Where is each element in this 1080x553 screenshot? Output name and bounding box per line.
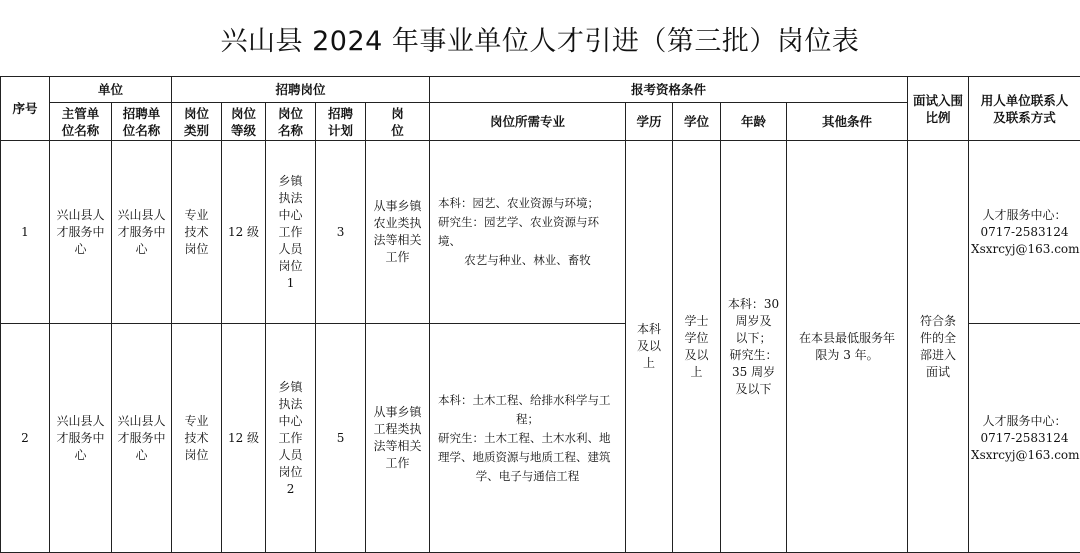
header-unit: 单位 — [50, 77, 172, 103]
row-supervisor: 兴山县人才服务中心 — [50, 324, 112, 553]
major-line: 理学、地质资源与地质工程、建筑 — [438, 448, 617, 467]
row-type: 专业技术岗位 — [172, 324, 222, 553]
row-type: 专业技术岗位 — [172, 141, 222, 324]
shared-age — [721, 141, 787, 553]
header-age: 年龄 — [721, 103, 787, 141]
header-position: 招聘岗位 — [172, 77, 430, 103]
shared-education: 本科及以上 — [626, 141, 673, 553]
header-position-duty: 岗位 — [366, 103, 430, 141]
row-seq: 2 — [1, 324, 50, 553]
contact-email: Xsxrcyj@163.com — [971, 241, 1078, 258]
age-line: 研究生： — [723, 347, 784, 364]
header-education: 学历 — [626, 103, 673, 141]
header-position-name: 岗位名称 — [266, 103, 316, 141]
major-line: 研究生：土木工程、土木水利、地 — [438, 429, 617, 448]
shared-other: 在本县最低服务年限为 3 年。 — [787, 141, 908, 553]
row-seq: 1 — [1, 141, 50, 324]
row-contact — [969, 324, 1080, 553]
row-plan: 3 — [316, 141, 366, 324]
major-line: 农艺与种业、林业、畜牧 — [438, 251, 617, 270]
row-major — [430, 141, 626, 324]
row-recruiting: 兴山县人才服务中心 — [112, 141, 172, 324]
header-degree: 学位 — [673, 103, 721, 141]
contact-line: 人才服务中心： — [971, 413, 1078, 430]
header-contact: 用人单位联系人及联系方式 — [969, 77, 1080, 141]
header-qualification: 报考资格条件 — [430, 77, 908, 103]
major-line: 学、电子与通信工程 — [438, 467, 617, 486]
shared-degree: 学士学位及以上 — [673, 141, 721, 553]
major-line: 本科：土木工程、给排水科学与工 — [438, 391, 617, 410]
header-other: 其他条件 — [787, 103, 908, 141]
header-unit-supervisor: 主管单位名称 — [50, 103, 112, 141]
age-line: 本科：30 — [723, 296, 784, 313]
major-line: 程； — [438, 410, 617, 429]
row-plan: 5 — [316, 324, 366, 553]
header-seq: 序号 — [1, 77, 50, 141]
age-line: 及以下 — [723, 381, 784, 398]
row-name: 乡镇执法中心工作人员岗位2 — [266, 324, 316, 553]
contact-line: 0717-2583124 — [971, 430, 1078, 447]
row-duty: 从事乡镇工程类执法等相关工作 — [366, 324, 430, 553]
header-position-level: 岗位等级 — [222, 103, 266, 141]
header-position-plan: 招聘计划 — [316, 103, 366, 141]
header-major: 岗位所需专业 — [430, 103, 626, 141]
row-major — [430, 324, 626, 553]
row-level: 12 级 — [222, 324, 266, 553]
header-unit-recruiting: 招聘单位名称 — [112, 103, 172, 141]
position-table — [0, 76, 1080, 553]
header-position-type: 岗位类别 — [172, 103, 222, 141]
shared-interview-ratio: 符合条件的全部进入面试 — [908, 141, 969, 553]
row-level: 12 级 — [222, 141, 266, 324]
contact-line: 0717-2583124 — [971, 224, 1078, 241]
contact-email: Xsxrcyj@163.com — [971, 447, 1078, 464]
row-name: 乡镇执法中心工作人员岗位1 — [266, 141, 316, 324]
row-duty: 从事乡镇农业类执法等相关工作 — [366, 141, 430, 324]
age-line: 35 周岁 — [723, 364, 784, 381]
table-row — [1, 141, 1080, 324]
row-recruiting: 兴山县人才服务中心 — [112, 324, 172, 553]
page-title: 兴山县 2024 年事业单位人才引进（第三批）岗位表 — [0, 0, 1080, 76]
major-line: 研究生：园艺学、农业资源与环境、 — [438, 213, 617, 251]
age-line: 以下； — [723, 330, 784, 347]
major-line: 本科：园艺、农业资源与环境； — [438, 194, 617, 213]
row-contact — [969, 141, 1080, 324]
age-line: 周岁及 — [723, 313, 784, 330]
contact-line: 人才服务中心： — [971, 207, 1078, 224]
header-interview-ratio: 面试入围比例 — [908, 77, 969, 141]
row-supervisor: 兴山县人才服务中心 — [50, 141, 112, 324]
